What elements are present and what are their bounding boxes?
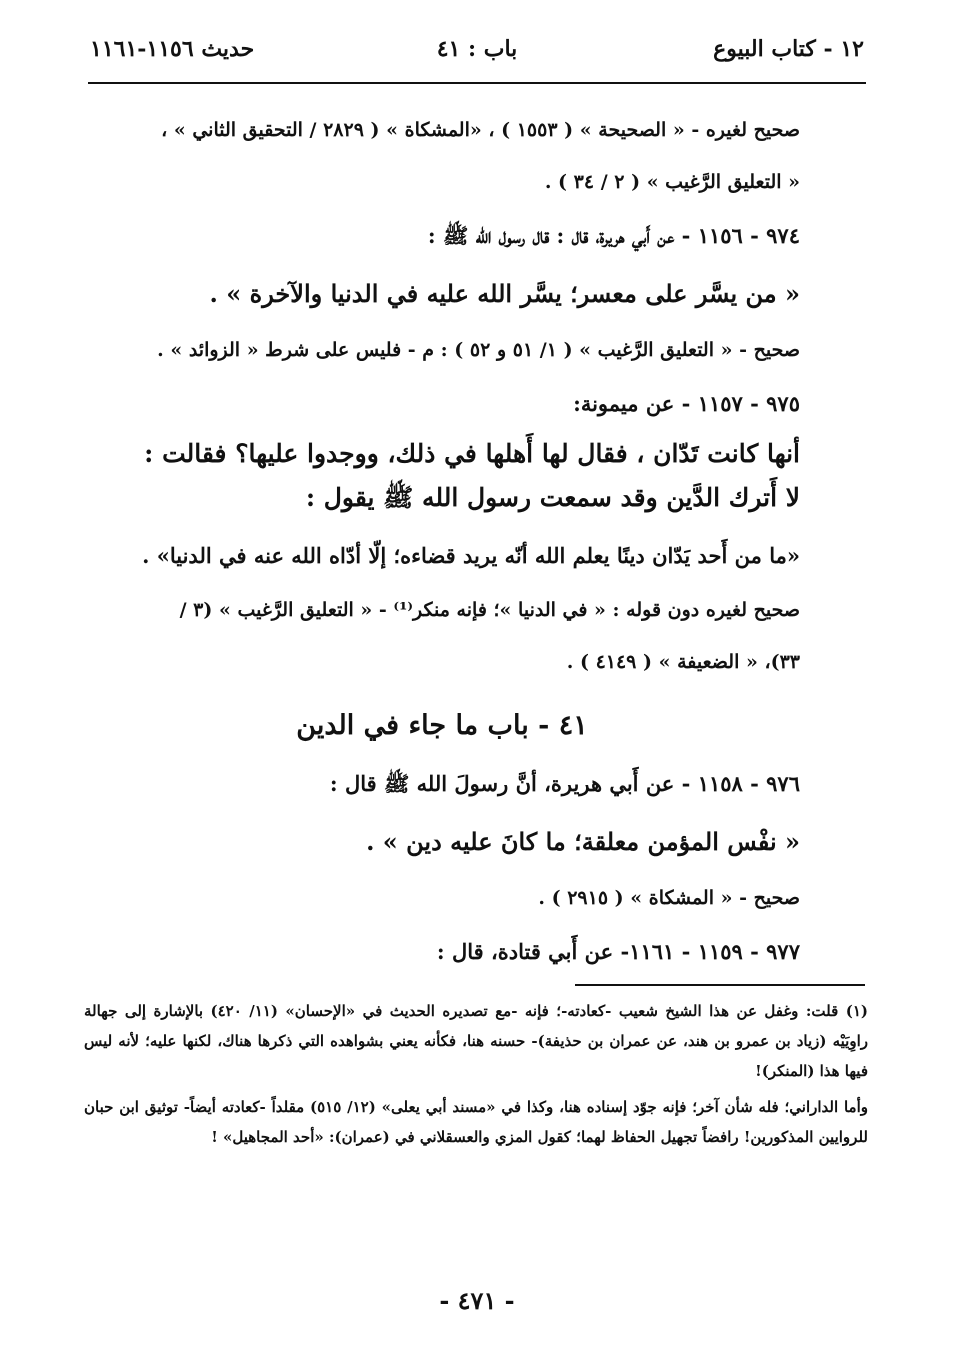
hadith-matn: «ما من أَحد يَدّان دينًا يعلم الله أنّه يريد قضاءه؛ إلّا أدّاه الله عنه في الدنيا» . [142,543,800,568]
header-rule [88,82,866,84]
footnote-rule [575,984,865,986]
hadith-isnad: ٩٧٥ - ١١٥٧ - عن ميمونة: [573,391,800,416]
hadith-isnad: ٩٧٤ - ١١٥٦ - عن أَبي هريرة، قال : قال رسول الله ﷺ : [427,223,800,248]
main-text [84,104,800,980]
chapter-heading: ٤١ - باب ما جاء في الدين [296,710,588,741]
hadith-matn: لا أَترك الدَّين وقد سمعت رسول الله ﷺ يقول : [305,483,800,512]
footnote: وأما الداراني؛ فله شأن آخر؛ فإنه جوّد إسناده هنا، وكذا في «مسند أبي يعلى» (١٢/ ٥١٥) مقلداً -كعادته أيضاً- توثيق ابن حبان للروايين المذكورين! رافضاً تجهيل الحفاظ لهما؛ كقول المزي والعسقلاني في (عمران): «أحد المجاهيل» ! [84,1098,868,1146]
footnotes [84,996,868,1158]
hadith-matn: « من يسَّر على معسر؛ يسَّر الله عليه في الدنيا والآخرة » . [209,279,800,308]
hadith-matn: أنها كانت تَدّان ، فقال لها أَهلها في ذلك، ووجدوا عليها؟ فقالت : [144,439,800,468]
grading-line: « التعليق الرَّغيب » ( ٢ / ٣٤ ) . [544,171,800,193]
grading-line: صحيح لغيره - « الصحيحة » ( ١٥٥٣ ) ، «المشكاة » ( ٢٨٢٩ / التحقيق الثاني » ، [161,119,800,141]
page-number: - ٤٧١ - [439,1286,515,1315]
running-head [90,36,864,76]
hadith-isnad: ٩٧٦ - ١١٥٨ - عن أَبي هريرة، أنَّ رسولَ الله ﷺ قال : [329,771,800,796]
hadith-isnad: ٩٧٧ - ١١٥٩ - ١١٦١- عن أَبي قتادة، قال : [436,939,800,964]
hadith-matn: « نفْس المؤمن معلقة؛ ما كانَ عليه دين » . [366,827,800,856]
chapter-number: باب : ٤١ [436,36,518,62]
grading-line: صحيح لغيره دون قوله : « في الدنيا »؛ فإنه منكر⁽¹⁾ - « التعليق الرَّغيب » (٣ / [179,599,800,621]
grading-line: صحيح - « المشكاة » ( ٢٩١٥ ) . [538,887,800,909]
hadith-range: حديث ١١٥٦-١١٦١ [90,36,255,62]
grading-line: ٣٣)، « الضعيفة » ( ٤١٤٩ ) . [566,651,800,673]
book-title: ١٢ - كتاب البيوع [713,36,864,62]
footnote: (١) قلت: وغفل عن هذا الشيخ شعيب -كعادته-؛ فإنه -مع تصديره الحديث في «الإحسان» (١١/ ٤٢٠) بالإشارة إلى جهالة راوِيَيْه (زياد بن عمرو بن هند، عن عمران بن حذيفة)- حسنه هنا، فكأنه يعني بشواهده التي ذكرها هناك، لكنها عليه؛ لأنه ليس فيها هذا (المنكر)! [84,1002,868,1080]
grading-line: صحيح - « التعليق الرَّغيب » ( ١/ ٥١ و ٥٢ ) : م - فليس على شرط « الزوائد » . [157,339,800,361]
